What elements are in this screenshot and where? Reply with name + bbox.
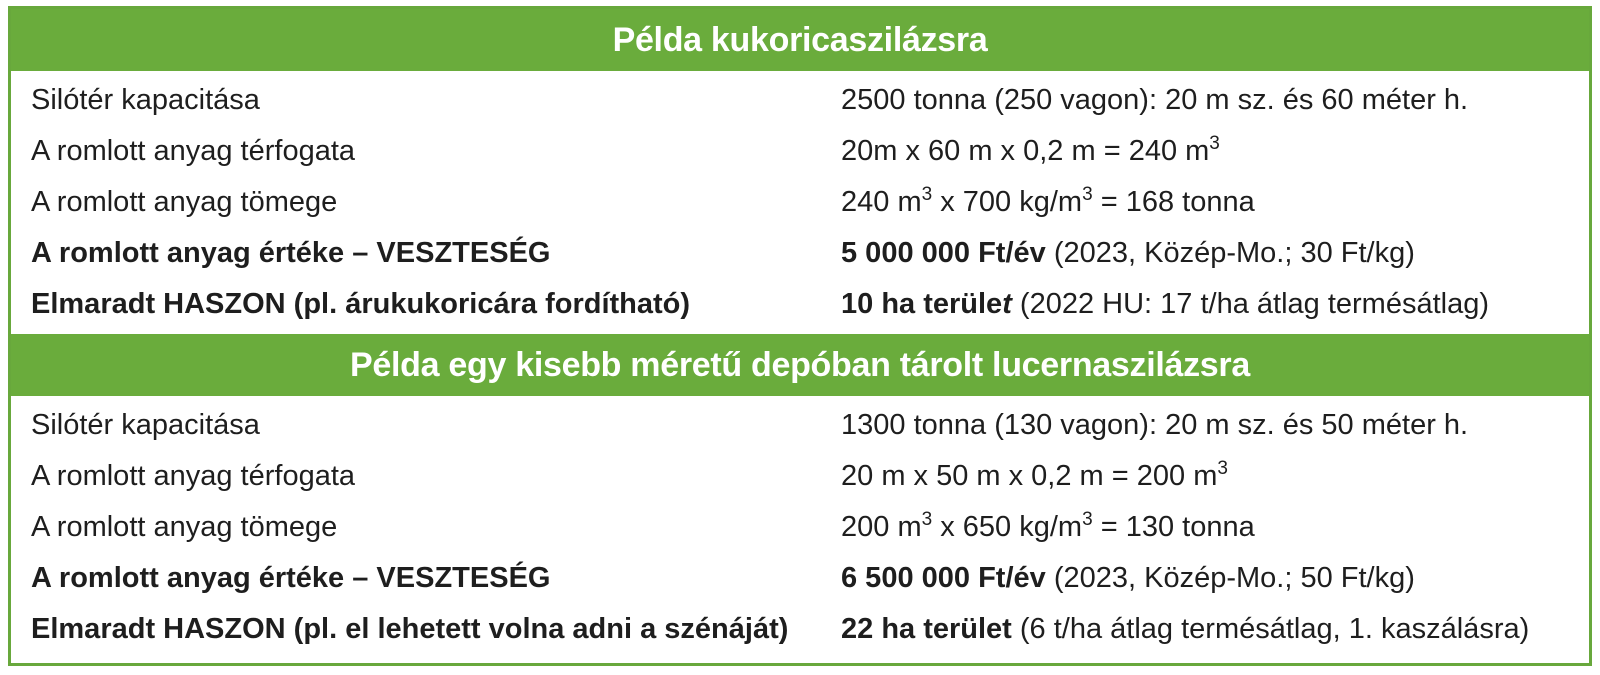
value-bold-italic: t bbox=[1002, 288, 1012, 320]
value-bold: 22 ha terület bbox=[841, 613, 1012, 645]
table-row-missed-profit bbox=[11, 279, 1589, 330]
table-row bbox=[11, 177, 1589, 228]
row-value bbox=[831, 228, 1589, 279]
section-title: Példa egy kisebb méretű depóban tárolt lucernaszilázsra bbox=[11, 334, 1589, 396]
value-text: (2023, Közép-Mo.; 50 Ft/kg) bbox=[1045, 562, 1415, 594]
value-bold: 6 500 000 Ft/év bbox=[841, 562, 1046, 594]
table-row bbox=[11, 400, 1589, 451]
row-label: Elmaradt HASZON (pl. el lehetett volna adni a szénáját) bbox=[31, 613, 789, 645]
row-value bbox=[831, 279, 1589, 330]
superscript: 3 bbox=[921, 184, 933, 205]
value-bold: 10 ha terüle bbox=[841, 288, 1003, 320]
row-label: Silótér kapacitása bbox=[31, 84, 260, 116]
value-text: (2023, Közép-Mo.; 30 Ft/kg) bbox=[1045, 237, 1415, 269]
table-row bbox=[11, 502, 1589, 553]
table-row bbox=[11, 451, 1589, 502]
section-rows bbox=[11, 396, 1589, 659]
superscript: 3 bbox=[1082, 509, 1093, 530]
table-row-loss bbox=[11, 228, 1589, 279]
value-text: x 700 kg/m bbox=[932, 186, 1083, 218]
table-row bbox=[11, 75, 1589, 126]
value-bold: 5 000 000 Ft/év bbox=[841, 237, 1046, 269]
row-value bbox=[831, 451, 1589, 502]
row-label: Elmaradt HASZON (pl. árukukoricára fordítható) bbox=[31, 288, 691, 320]
row-label: A romlott anyag térfogata bbox=[31, 460, 356, 492]
row-label: A romlott anyag értéke – VESZTESÉG bbox=[31, 237, 551, 269]
row-value bbox=[831, 553, 1589, 604]
section-alfalfa-silage bbox=[11, 334, 1589, 659]
value-text: 240 m bbox=[841, 186, 922, 218]
row-label: A romlott anyag értéke – VESZTESÉG bbox=[31, 562, 551, 594]
row-label: A romlott anyag tömege bbox=[31, 186, 338, 218]
row-value bbox=[831, 126, 1589, 177]
row-label: A romlott anyag tömege bbox=[31, 511, 338, 543]
value-text: 20m x 60 m x 0,2 m = 240 m bbox=[841, 135, 1210, 167]
value-text: (2022 HU: 17 t/ha átlag termésátlag) bbox=[1011, 288, 1489, 320]
row-value bbox=[831, 177, 1589, 228]
superscript: 3 bbox=[1082, 184, 1093, 205]
row-value: 2500 tonna (250 vagon): 20 m sz. és 60 méter h. bbox=[841, 84, 1469, 116]
value-text: = 168 tonna bbox=[1092, 186, 1255, 218]
row-label: Silótér kapacitása bbox=[31, 409, 260, 441]
section-corn-silage bbox=[11, 9, 1589, 334]
row-value bbox=[831, 502, 1589, 553]
value-text: = 130 tonna bbox=[1092, 511, 1255, 543]
row-label: A romlott anyag térfogata bbox=[31, 135, 356, 167]
superscript: 3 bbox=[1209, 133, 1220, 154]
row-value bbox=[831, 604, 1589, 655]
value-text: 200 m bbox=[841, 511, 922, 543]
value-text: (6 t/ha átlag termésátlag, 1. kaszálásra) bbox=[1011, 613, 1530, 645]
example-table bbox=[8, 6, 1592, 666]
section-title: Példa kukoricaszilázsra bbox=[11, 9, 1589, 71]
value-text: x 650 kg/m bbox=[932, 511, 1083, 543]
table-row-missed-profit bbox=[11, 604, 1589, 655]
superscript: 3 bbox=[1217, 458, 1228, 479]
table-row bbox=[11, 126, 1589, 177]
section-rows bbox=[11, 71, 1589, 334]
row-value: 1300 tonna (130 vagon): 20 m sz. és 50 méter h. bbox=[841, 409, 1469, 441]
value-text: 20 m x 50 m x 0,2 m = 200 m bbox=[841, 460, 1218, 492]
table-row-loss bbox=[11, 553, 1589, 604]
superscript: 3 bbox=[921, 509, 933, 530]
